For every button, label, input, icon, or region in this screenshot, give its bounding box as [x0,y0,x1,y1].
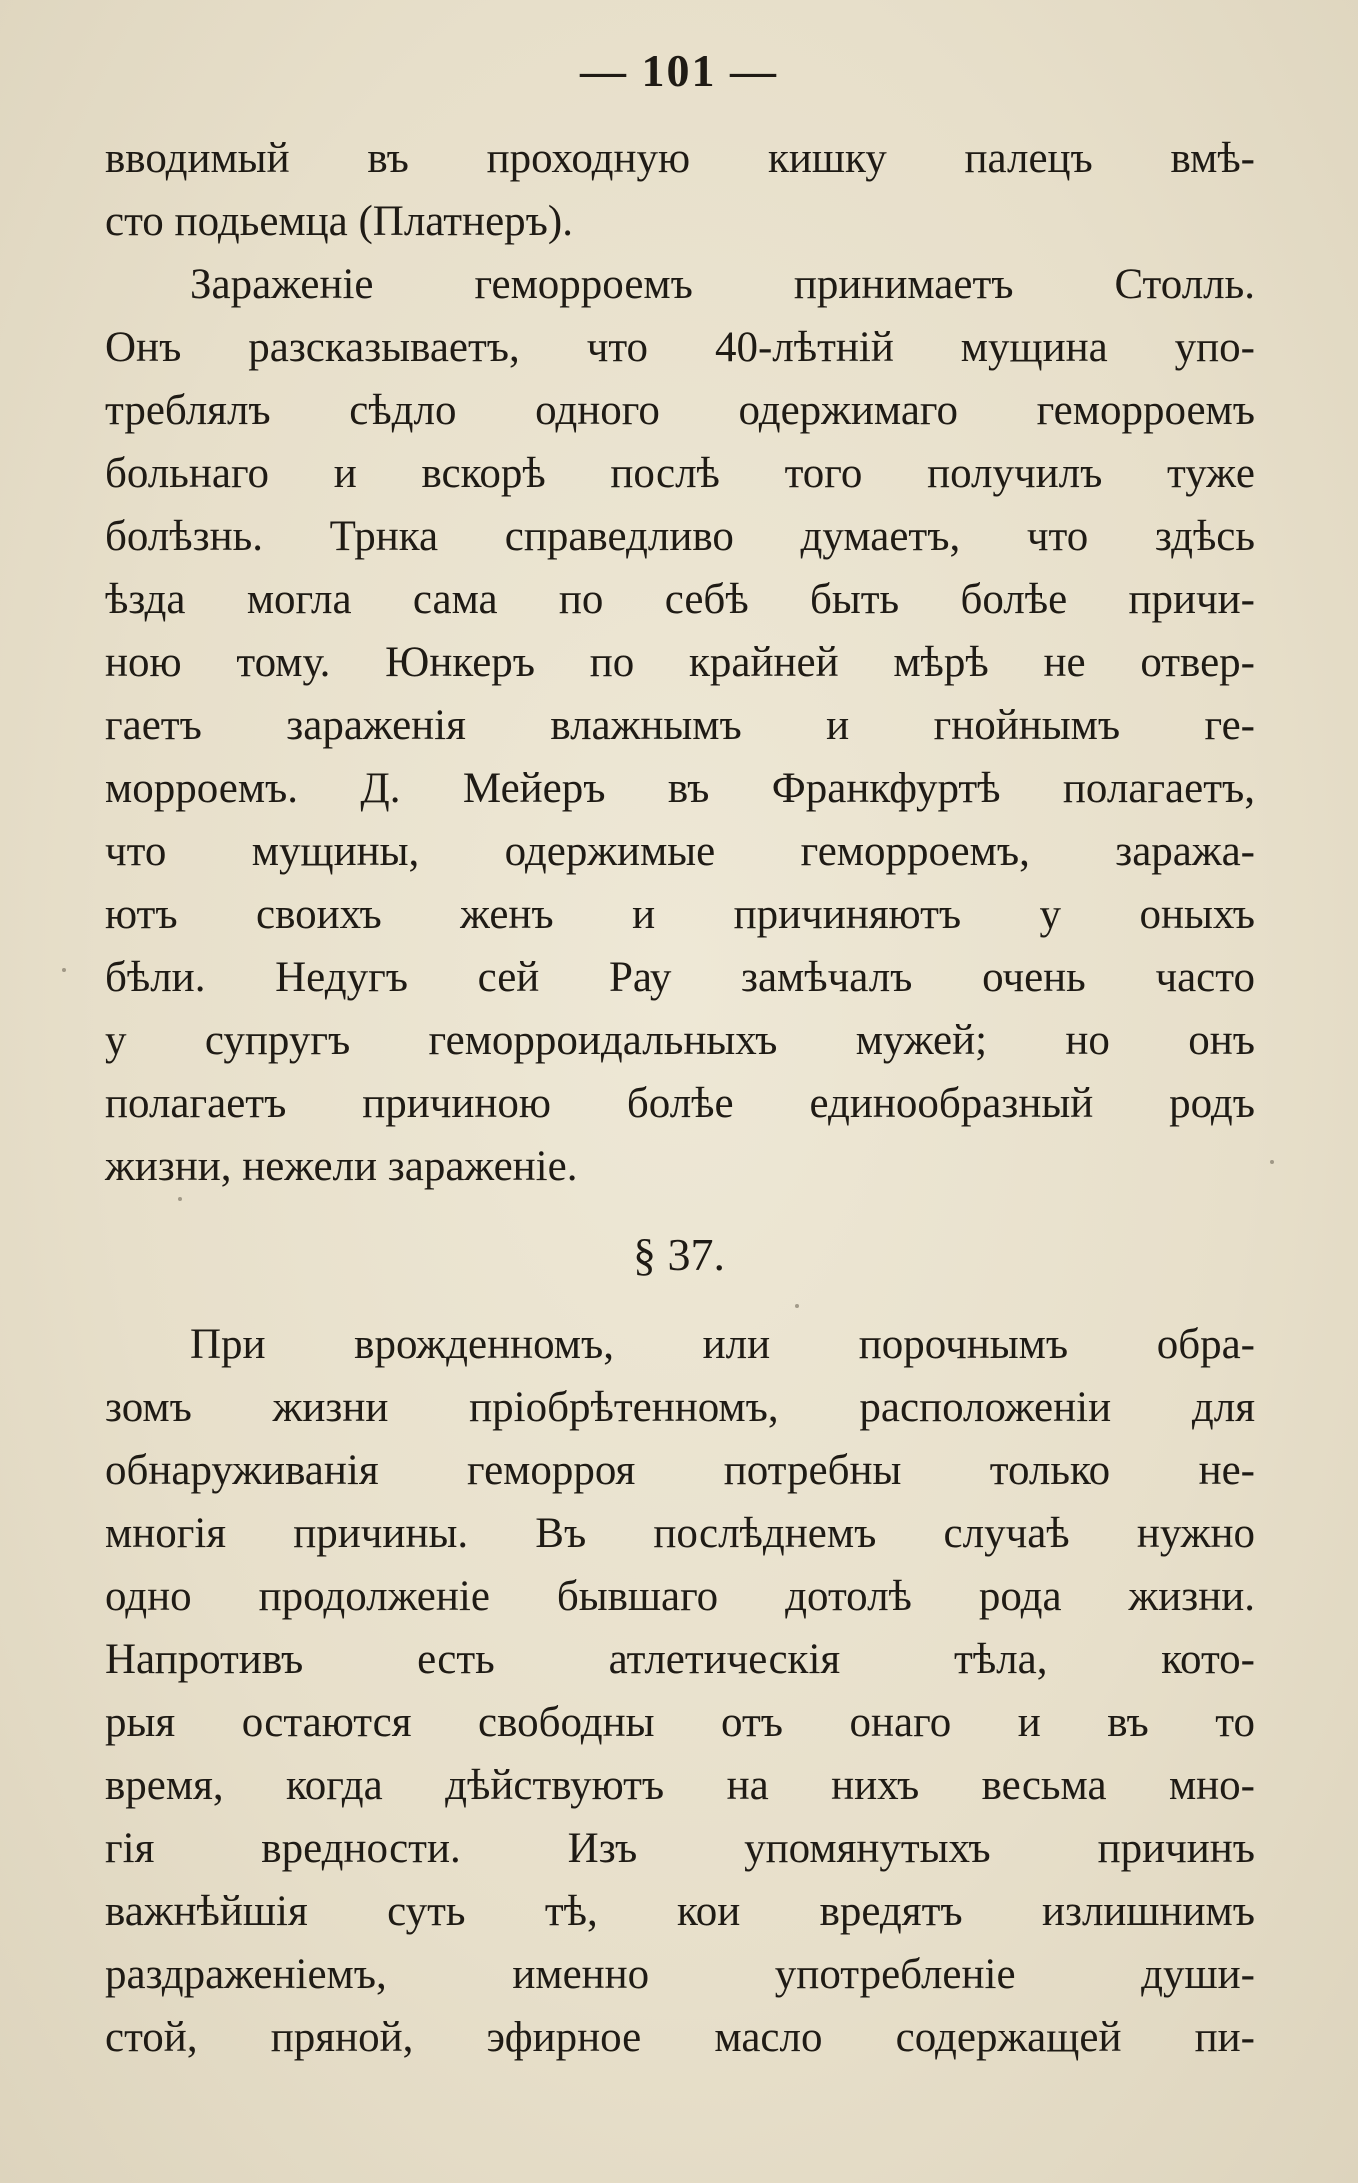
text-line: гаетъ зараженія влажнымъ и гнойнымъ ге- [105,702,1255,749]
text-line: больнаго и вскорѣ послѣ того получилъ тужe [105,450,1255,497]
paper-speck [62,968,66,972]
text-line: болѣзнь. Трнка справедливо думаетъ, что здѣсь [105,513,1255,560]
text-line: Онъ разсказываетъ, что 40-лѣтній мущина упо- [105,324,1255,371]
text-line: Напротивъ есть атлетическія тѣла, кото- [105,1636,1255,1683]
paragraph-contagion [105,127,1255,1198]
text-line: что мущины, одержимые геморроемъ, заража- [105,828,1255,875]
paragraph-causes [105,1313,1255,2069]
page-number: — 101 — [580,45,778,96]
paper-speck [1270,1160,1274,1164]
text-line: время, когда дѣйствуютъ на нихъ весьма мно- [105,1762,1255,1809]
text-line: ною тому. Юнкеръ по крайней мѣрѣ не отвер- [105,639,1255,686]
text-line: треблялъ сѣдло одного одержимаго геморроемъ [105,387,1255,434]
text-line: ѣзда могла сама по себѣ быть болѣе причи- [105,576,1255,623]
text-line: ютъ своихъ женъ и причиняютъ у оныхъ [105,891,1255,938]
text-line: морроемъ. Д. Мейеръ въ Франкфуртѣ полагаетъ, [105,765,1255,812]
text-line: многія причины. Въ послѣднемъ случаѣ нужно [105,1510,1255,1557]
section-heading: § 37. [633,1229,725,1280]
text-line: важнѣйшія суть тѣ, кои вредятъ излишнимъ [105,1888,1255,1935]
paper-speck [795,1304,799,1308]
text-line: сто подьемца (Платнеръ). [105,198,573,245]
text-line: бѣли. Недугъ сей Рау замѣчалъ очень часто [105,954,1255,1001]
text-line: рыя остаются свободны отъ онаго и въ то [105,1699,1255,1746]
text-line: стой, пряной, эфирное масло содержащей пи- [105,2014,1255,2061]
text-line: раздраженіемъ, именно употребленіе души- [105,1951,1255,1998]
text-line: одно продолженіе бывшаго дотолѣ рода жизни. [105,1573,1255,1620]
text-line: зомъ жизни пріобрѣтенномъ, расположеніи для [105,1384,1255,1431]
text-line: гія вредности. Изъ упомянутыхъ причинъ [105,1825,1255,1872]
text-line: жизни, нежели зараженіе. [105,1143,578,1190]
text-line: Зараженіе геморроемъ принимаетъ Столль. [190,261,1255,308]
text-line: у супругъ геморроидальныхъ мужей; но онъ [105,1017,1255,1064]
text-line: вводимый въ проходную кишку палецъ вмѣ- [105,135,1255,182]
text-line: обнаруживанія геморроя потребны только не- [105,1447,1255,1494]
text-line: При врожденномъ, или порочнымъ обра- [190,1321,1255,1368]
text-line: полагаетъ причиною болѣе единообразный родъ [105,1080,1255,1127]
paper-speck [178,1197,182,1201]
